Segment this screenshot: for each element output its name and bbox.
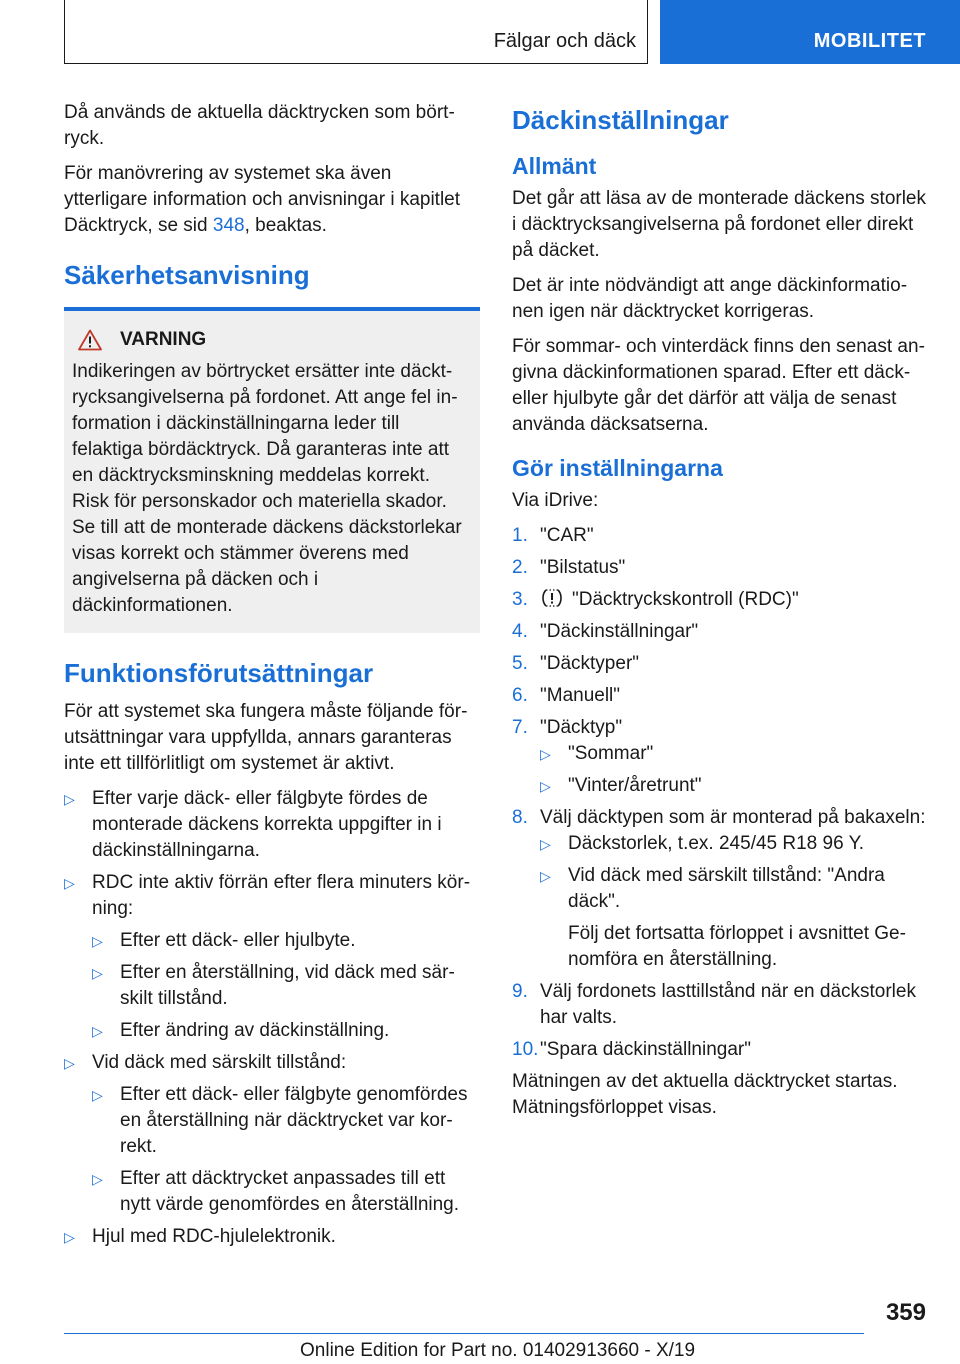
sub-list bbox=[92, 1082, 480, 1218]
warning-triangle-icon bbox=[78, 329, 102, 351]
list-item: ▷ Efter varje däck- eller fälgbyte fördes de monterade däckens korrekta uppgifter in i däckinställningarna. bbox=[64, 788, 442, 861]
bullet-triangle-icon: ▷ bbox=[64, 1055, 75, 1071]
header-section-title: Fälgar och däck bbox=[493, 30, 636, 52]
sub-list bbox=[540, 831, 928, 973]
warning-title: VARNING bbox=[120, 329, 207, 350]
list-item: ▷ Efter en återställning, vid däck med särskilt tillstånd. bbox=[92, 962, 455, 1009]
warning-text: Indikeringen av börtrycket ersätter inte däcktrycksangivelserna på fordonet. Att ange fel information i däckinställningarna leder till felaktiga bördäcktryck. Då garanteras inte att en däcktrycksminskning meddelas korrekt. Risk för personskador och materiella skador. Se till att de monterade däckens däckstorlekar visas korrekt och stämmer överens med angivelserna på däcken och i däckinformationen. bbox=[72, 361, 462, 616]
bullet-triangle-icon: ▷ bbox=[92, 933, 103, 949]
list-item: ▷ Efter ett däck- eller fälgbyte genomfördes en återställning när däcktrycket var korrekt. bbox=[92, 1084, 468, 1157]
sub-paragraph: Följ det fortsatta förloppet i avsnittet Genomföra en återställning. bbox=[568, 923, 906, 970]
page-reference-link[interactable]: 348 bbox=[212, 215, 245, 236]
header-chapter-tab: MOBILITET bbox=[660, 0, 960, 64]
heading-safety: Säkerhetsanvisning bbox=[64, 260, 310, 290]
step-item: 10. "Spara däckinställningar" bbox=[512, 1039, 751, 1060]
list-item: ▷ Efter ett däck- eller hjulbyte. bbox=[92, 928, 480, 954]
step-item: 5. "Däcktyper" bbox=[512, 653, 640, 674]
heading-tire-settings: Däckinställningar bbox=[512, 105, 729, 135]
step-item: 4. "Däckinställningar" bbox=[512, 621, 699, 642]
bullet-triangle-icon: ▷ bbox=[64, 1229, 75, 1245]
right-column bbox=[512, 100, 928, 1130]
paragraph: Det är inte nödvändigt att ange däckinformationen igen när däcktrycket korrigeras. bbox=[512, 275, 908, 322]
requirements-list bbox=[64, 786, 480, 1250]
list-item: ▷ Däckstorlek, t.ex. 245/45 R18 96 Y. bbox=[540, 831, 928, 857]
list-item: ▷ Hjul med RDC-hjulelektronik. bbox=[64, 1224, 480, 1250]
paragraph: Via iDrive: bbox=[512, 490, 599, 511]
bullet-triangle-icon: ▷ bbox=[92, 1087, 103, 1103]
list-item: ▷ "Sommar" bbox=[540, 741, 928, 767]
bullet-triangle-icon: ▷ bbox=[92, 1023, 103, 1039]
list-item: ▷ Efter ändring av däckinställning. bbox=[92, 1018, 480, 1044]
paragraph: För manövrering av systemet ska även ytterligare information och anvisningar i kapitlet Däcktryck, se sid 348, beaktas. bbox=[64, 163, 461, 236]
sub-list bbox=[92, 928, 480, 1044]
bullet-triangle-icon: ▷ bbox=[540, 778, 551, 794]
page-number: 359 bbox=[885, 1299, 926, 1326]
paragraph: För att systemet ska fungera måste följande förutsättningar vara uppfyllda, annars garanteras inte ett tillförlitligt om systemet är aktivt. bbox=[64, 701, 468, 774]
bullet-triangle-icon: ▷ bbox=[92, 965, 103, 981]
paragraph: Det går att läsa av de monterade däckens storlek i däcktrycksangivelserna på fordonet eller direkt på däcket. bbox=[512, 188, 927, 261]
left-column bbox=[64, 100, 480, 1256]
step-item: 8. Välj däcktypen som är monterad på bakaxeln: ▷ Däckstorlek, t.ex. 245/45 R18 96 Y. ▷ Vid däck med särskilt tillstånd: "Andra däck". Följ det fortsatta förloppet i avsnittet Genomföra en återställning. bbox=[512, 805, 928, 973]
warning-box bbox=[64, 307, 480, 633]
sub-list bbox=[540, 741, 928, 799]
heading-general: Allmänt bbox=[512, 153, 597, 179]
bullet-triangle-icon: ▷ bbox=[540, 746, 551, 762]
bullet-triangle-icon: ▷ bbox=[540, 836, 551, 852]
list-item: ▷ Vid däck med särskilt tillstånd: ▷ Efter ett däck- eller fälgbyte genomfördes en återställning när däcktrycket var korrekt. ▷ Efter att däcktrycket anpassades till ett nytt värde genomfördes en återställning. bbox=[64, 1050, 480, 1218]
paragraph: Då används de aktuella däcktrycken som börtryck. bbox=[64, 102, 455, 149]
tire-pressure-warning-icon bbox=[540, 587, 564, 609]
step-item: 1. "CAR" bbox=[512, 525, 594, 546]
step-item: 3. "Däcktryckskontroll (RDC)" bbox=[512, 589, 799, 610]
footer-text: Online Edition for Part no. 01402913660 - X/19 bbox=[300, 1340, 696, 1361]
steps-list bbox=[512, 523, 928, 1063]
step-item: 6. "Manuell" bbox=[512, 685, 621, 706]
footer-divider bbox=[64, 1333, 864, 1334]
heading-function-requirements: Funktionsförutsättningar bbox=[64, 658, 374, 688]
list-item: ▷ Efter att däcktrycket anpassades till ett nytt värde genomfördes en återställning. bbox=[92, 1168, 460, 1215]
bullet-triangle-icon: ▷ bbox=[64, 791, 75, 807]
list-item: ▷ Vid däck med särskilt tillstånd: "Andra däck". Följ det fortsatta förloppet i avsnittet Genomföra en återställning. bbox=[540, 863, 928, 973]
list-item: ▷ RDC inte aktiv förrän efter flera minuters körning: ▷ Efter ett däck- eller hjulbyte. ▷ Efter en återställning, vid däck med särskilt tillstånd. ▷ Efter ändring av däckinställning. bbox=[64, 870, 480, 1044]
bullet-triangle-icon: ▷ bbox=[92, 1171, 103, 1187]
heading-make-settings: Gör inställningarna bbox=[512, 455, 723, 481]
step-item: 9. Välj fordonets lasttillstånd när en däckstorlek har valts. bbox=[512, 981, 916, 1028]
step-item: 2. "Bilstatus" bbox=[512, 557, 626, 578]
paragraph: Mätningen av det aktuella däcktrycket startas. Mätningsförloppet visas. bbox=[512, 1071, 898, 1118]
bullet-triangle-icon: ▷ bbox=[540, 868, 551, 884]
bullet-triangle-icon: ▷ bbox=[64, 875, 75, 891]
step-item: 7. "Däcktyp" ▷ "Sommar" ▷ "Vinter/åretrunt" bbox=[512, 715, 928, 799]
list-item: ▷ "Vinter/åretrunt" bbox=[540, 773, 928, 799]
paragraph: För sommar- och vinterdäck finns den senast angivna däckinformationen sparad. Efter ett däck- eller hjulbyte går det därför att välja de senast använda däcksatserna. bbox=[512, 336, 925, 435]
